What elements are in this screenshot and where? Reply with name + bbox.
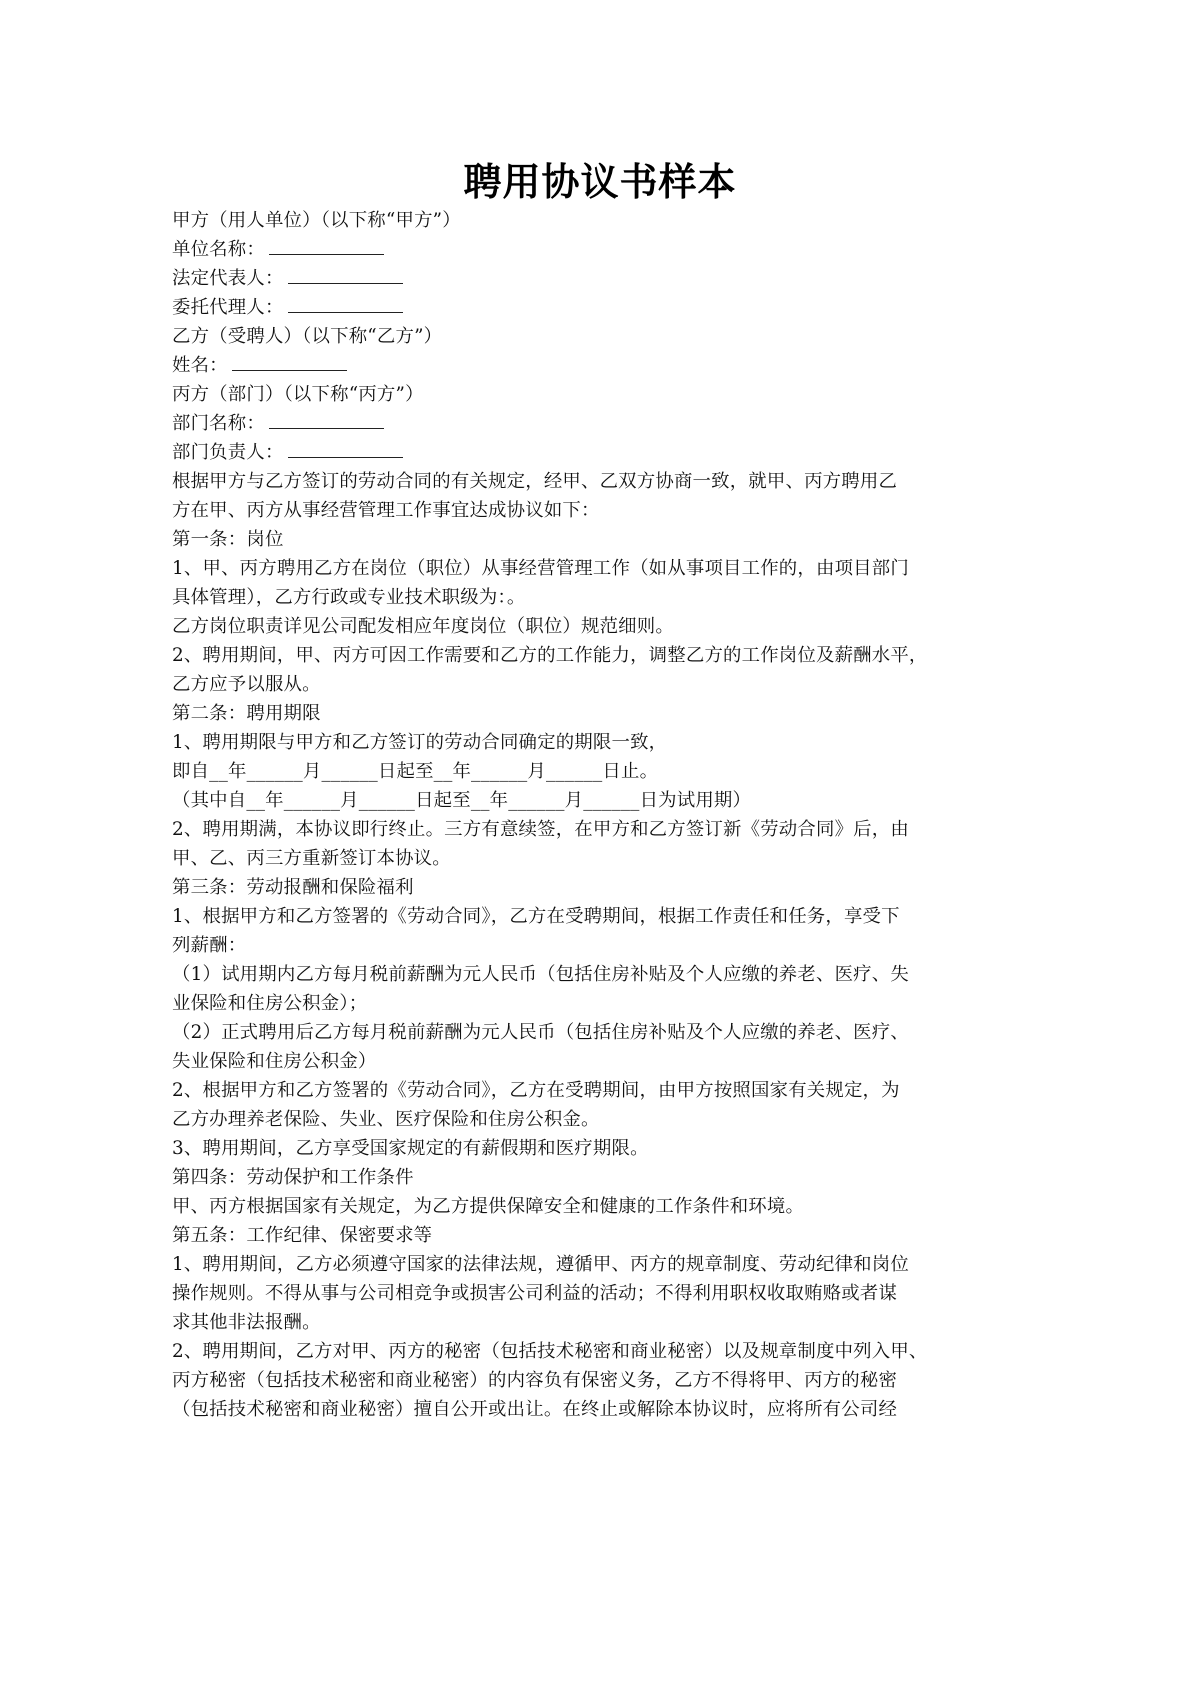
paragraph-line — [172, 699, 1032, 728]
paragraph-line — [172, 467, 1032, 496]
line-text: 2、聘用期间，乙方对甲、丙方的秘密（包括技术秘密和商业秘密）以及规章制度中列入甲、 — [172, 1341, 928, 1362]
paragraph-line — [172, 1018, 1032, 1047]
line-text: 第四条：劳动保护和工作条件 — [172, 1167, 414, 1188]
paragraph-line — [172, 409, 1032, 438]
fill-in-blank — [288, 439, 403, 458]
line-text: 第一条：岗位 — [172, 529, 284, 550]
line-text: 求其他非法报酬。 — [172, 1312, 321, 1333]
line-text: 第五条：工作纪律、保密要求等 — [172, 1225, 433, 1246]
line-text: 乙方办理养老保险、失业、医疗保险和住房公积金。 — [172, 1109, 600, 1130]
paragraph-line — [172, 1047, 1032, 1076]
line-text: 方在甲、丙方从事经营管理工作事宜达成协议如下： — [172, 500, 600, 521]
line-text: 甲、丙方根据国家有关规定，为乙方提供保障安全和健康的工作条件和环境。 — [172, 1196, 805, 1217]
paragraph-line — [172, 1366, 1032, 1395]
paragraph-line — [172, 1250, 1032, 1279]
line-text: 1、甲、丙方聘用乙方在岗位（职位）从事经营管理工作（如从事项目工作的，由项目部门 — [172, 558, 909, 579]
paragraph-line — [172, 1192, 1032, 1221]
line-text: 委托代理人： — [172, 297, 284, 318]
fill-in-blank — [269, 236, 384, 255]
line-text: 失业保险和住房公积金） — [172, 1051, 377, 1072]
line-text: 姓名： — [172, 355, 228, 376]
line-text: 单位名称： — [172, 239, 265, 260]
paragraph-line — [172, 293, 1032, 322]
paragraph-line — [172, 931, 1032, 960]
line-text: 业保险和住房公积金）； — [172, 993, 368, 1014]
line-text: 根据甲方与乙方签订的劳动合同的有关规定，经甲、乙双方协商一致，就甲、丙方聘用乙 — [172, 471, 898, 492]
fill-in-blank — [288, 294, 403, 313]
paragraph-line — [172, 873, 1032, 902]
line-text: （2）正式聘用后乙方每月税前薪酬为元人民币（包括住房补贴及个人应缴的养老、医疗、 — [172, 1022, 909, 1043]
line-text: （其中自__年______月______日起至__年______月______日为试用期） — [172, 790, 752, 811]
paragraph-line — [172, 1076, 1032, 1105]
line-text: 丙方（部门）（以下称“丙方”） — [172, 384, 424, 405]
fill-in-blank — [288, 265, 403, 284]
line-text: 法定代表人： — [172, 268, 284, 289]
paragraph-line — [172, 1134, 1032, 1163]
line-text: 部门负责人： — [172, 442, 284, 463]
line-text: 丙方秘密（包括技术秘密和商业秘密）的内容负有保密义务，乙方不得将甲、丙方的秘密 — [172, 1370, 898, 1391]
line-text: 即自__年______月______日起至__年______月______日止。 — [172, 761, 659, 782]
fill-in-blank — [232, 352, 347, 371]
line-text: 2、聘用期间，甲、丙方可因工作需要和乙方的工作能力，调整乙方的工作岗位及薪酬水平， — [172, 645, 928, 666]
paragraph-line — [172, 815, 1032, 844]
paragraph-line — [172, 525, 1032, 554]
paragraph-line — [172, 1163, 1032, 1192]
line-text: （1）试用期内乙方每月税前薪酬为元人民币（包括住房补贴及个人应缴的养老、医疗、失 — [172, 964, 909, 985]
paragraph-line — [172, 235, 1032, 264]
line-text: 2、聘用期满，本协议即行终止。三方有意续签，在甲方和乙方签订新《劳动合同》后，由 — [172, 819, 909, 840]
paragraph-line — [172, 641, 1032, 670]
line-text: 2、根据甲方和乙方签署的《劳动合同》，乙方在受聘期间，由甲方按照国家有关规定，为 — [172, 1080, 900, 1101]
paragraph-line — [172, 670, 1032, 699]
document-title: 聘用协议书样本 — [463, 160, 737, 204]
paragraph-line — [172, 496, 1032, 525]
line-text: 甲方（用人单位）（以下称“甲方”） — [172, 210, 461, 231]
paragraph-line — [172, 206, 1032, 235]
line-text: 1、聘用期间，乙方必须遵守国家的法律法规，遵循甲、丙方的规章制度、劳动纪律和岗位 — [172, 1254, 909, 1275]
fill-in-blank — [269, 410, 384, 429]
paragraph-line — [172, 1221, 1032, 1250]
paragraph-line — [172, 960, 1032, 989]
paragraph-line — [172, 786, 1032, 815]
line-text: （包括技术秘密和商业秘密）擅自公开或出让。在终止或解除本协议时，应将所有公司经 — [172, 1399, 898, 1420]
line-text: 部门名称： — [172, 413, 265, 434]
paragraph-line — [172, 1279, 1032, 1308]
paragraph-line — [172, 351, 1032, 380]
line-text: 3、聘用期间，乙方享受国家规定的有薪假期和医疗期限。 — [172, 1138, 649, 1159]
line-text: 1、聘用期限与甲方和乙方签订的劳动合同确定的期限一致， — [172, 732, 668, 753]
paragraph-line — [172, 380, 1032, 409]
paragraph-line — [172, 1337, 1032, 1366]
line-text: 乙方（受聘人）（以下称“乙方”） — [172, 326, 443, 347]
paragraph-line — [172, 554, 1032, 583]
line-text: 操作规则。不得从事与公司相竞争或损害公司利益的活动；不得利用职权收取贿赂或者谋 — [172, 1283, 898, 1304]
paragraph-line — [172, 1395, 1032, 1424]
paragraph-line — [172, 612, 1032, 641]
paragraph-line — [172, 728, 1032, 757]
line-text: 甲、乙、丙三方重新签订本协议。 — [172, 848, 451, 869]
paragraph-line — [172, 322, 1032, 351]
paragraph-line — [172, 902, 1032, 931]
line-text: 列薪酬： — [172, 935, 247, 956]
line-text: 具体管理），乙方行政或专业技术职级为：。 — [172, 587, 526, 608]
line-text: 第二条：聘用期限 — [172, 703, 321, 724]
paragraph-line — [172, 583, 1032, 612]
paragraph-line — [172, 844, 1032, 873]
paragraph-line — [172, 1105, 1032, 1134]
line-text: 乙方岗位职责详见公司配发相应年度岗位（职位）规范细则。 — [172, 616, 674, 637]
paragraph-line — [172, 1308, 1032, 1337]
paragraph-line — [172, 264, 1032, 293]
paragraph-line — [172, 438, 1032, 467]
paragraph-line — [172, 757, 1032, 786]
line-text: 1、根据甲方和乙方签署的《劳动合同》，乙方在受聘期间，根据工作责任和任务，享受下 — [172, 906, 900, 927]
paragraph-line — [172, 989, 1032, 1018]
line-text: 第三条：劳动报酬和保险福利 — [172, 877, 414, 898]
document-body — [172, 206, 1032, 1424]
line-text: 乙方应予以服从。 — [172, 674, 321, 695]
